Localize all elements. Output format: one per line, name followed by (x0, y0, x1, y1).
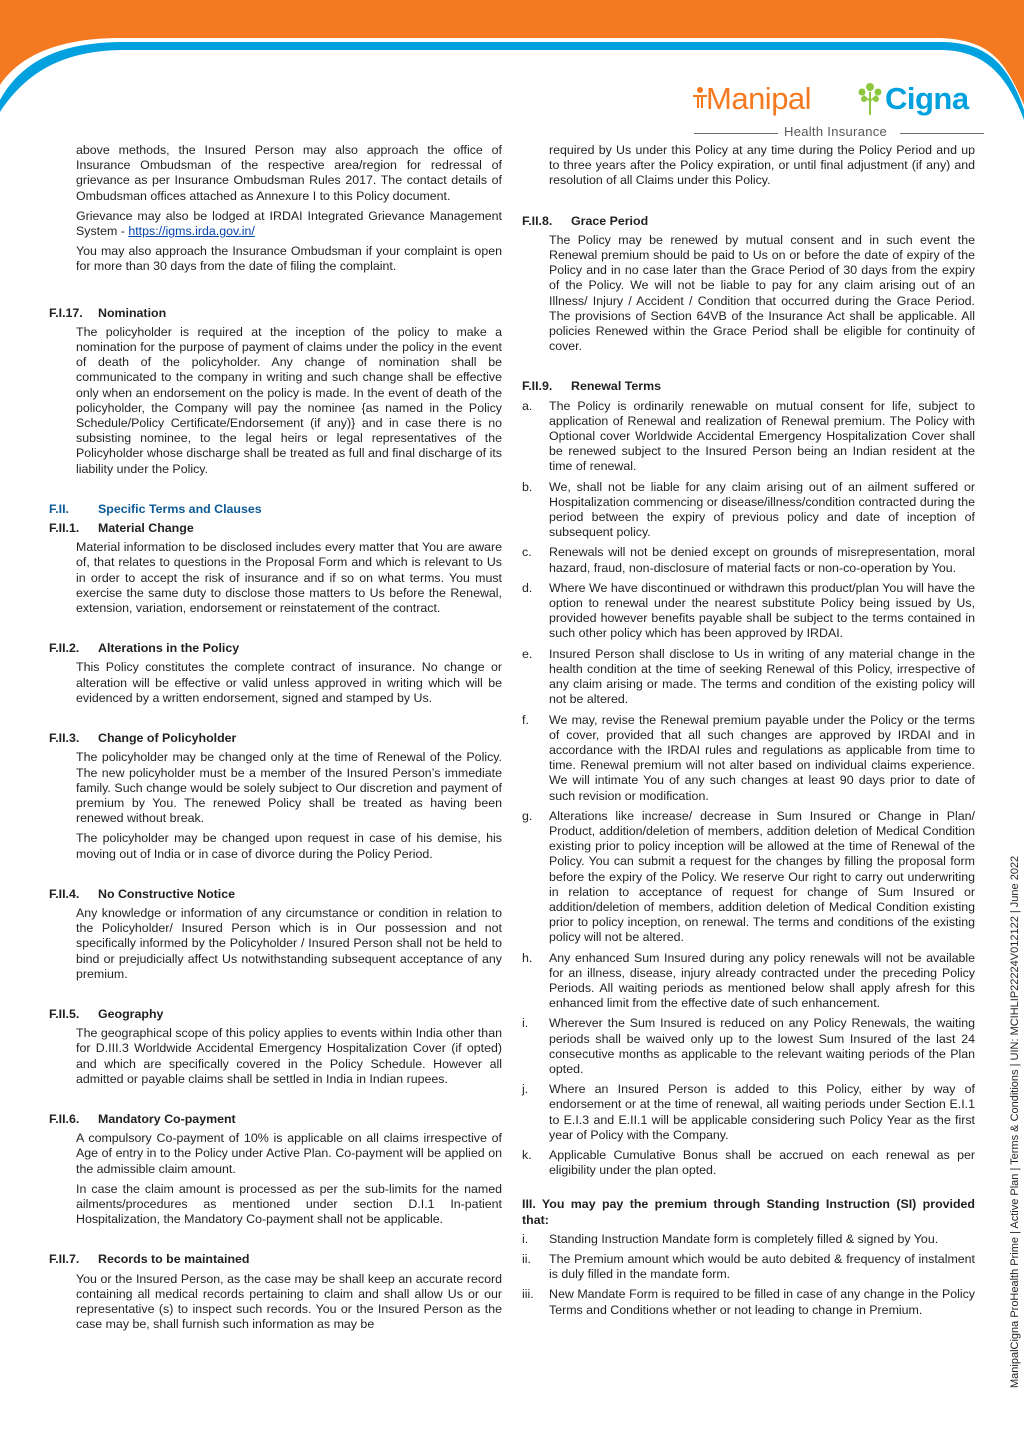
section-title: Records to be maintained (98, 1252, 250, 1267)
list-text: Renewals will not be denied except on grounds of misrepresentation, moral hazard, fraud, non-disclosure of material facts or non-co-operation by You. (549, 545, 975, 575)
list-marker: ii. (522, 1252, 531, 1266)
list-text: The Policy is ordinarily renewable on mutual consent for life, subject to application of Renewal and realization of Renewal premium. The Policy with Optional cover Worldwide Accidental Emergency Hospitalization Cover shall be renewed subject to the Insured Person being an Indian resident at the time of renewal. (549, 398, 975, 474)
section-records (49, 1252, 502, 1332)
section-heading (49, 1112, 502, 1127)
paragraph: In case the claim amount is processed as per the sub-limits for the named ailments/procedures as mentioned under section D.I.1 In-patient Hospitalization, the Mandatory Co-payment shall not be applicable. (76, 1181, 502, 1227)
list-text: Where an Insured Person is added to this Policy, either by way of endorsement or at the time of renewal, all waiting periods under Section E.I.1 to E.I.3 and E.II.1 will be applicable considering such Policy Year as the first year of Policy with the Company. (549, 1082, 975, 1142)
list-text: We may, revise the Renewal premium payable under the Policy or the terms of cover, provided that all such changes are approved by IRDAI and in accordance with the IRDAI rules and regulations as applicable from time to time. Renewal premium will not alter based on individual claims experience. We will intimate You of any such changes at least 90 days prior to date of such revision or modification. (549, 712, 975, 803)
paragraph: You or the Insured Person, as the case may be shall keep an accurate record containing all medical records pertaining to claim and shall allow Us or our representative (s) to inspect such records. You or the Insured Person as the case may be, shall furnish such information as may be (76, 1271, 502, 1332)
section-heading (49, 731, 502, 746)
paragraph: This Policy constitutes the complete contract of insurance. No change or alteration will be effective or valid unless approved in writing which will be evidenced by a written endorsement, signed and stamped by Us. (76, 660, 502, 705)
section-standing-instruction (522, 1197, 975, 1317)
tagline-rule-left (694, 133, 778, 134)
list-marker: d. (522, 580, 533, 595)
igms-link[interactable]: https://igms.irda.gov.in/ (128, 224, 255, 239)
section-heading (49, 1007, 502, 1022)
paragraph: The policyholder may be changed only at the time of Renewal of the Policy. The new policyholder must be a member of the Insured Person’s immediate family. Such change would be solely subject to Our discretion and payment of premium by You. The renewed Policy shall be treated as having been renewed without break. (76, 750, 502, 826)
list-item (522, 480, 975, 541)
brand-manipal: Manipal (706, 81, 812, 116)
document-identifier-sidebar: ManipalCigna ProHealth Prime | Active Plan | Terms & Conditions | UIN: MCIHLIP22224V012122 | June 2022 (1009, 855, 1021, 1388)
list-text: Applicable Cumulative Bonus shall be accrued on each renewal as per eligibility under the plan opted. (549, 1147, 975, 1178)
list-item (522, 713, 975, 804)
section-mandatory-copayment (49, 1112, 502, 1227)
section-number: F.II.2. (49, 641, 80, 656)
paragraph: Material information to be disclosed includes every matter that You are aware of, that relates to questions in the Proposal Form and which is relevant to Us in order to accept the risk of insurance and if so on what terms. You must exercise the same duty to disclose those matters to Us before the Renewal, extension, variation, endorsement or reinstatement of the contract. (76, 540, 502, 616)
list-item (522, 809, 975, 946)
paragraph: Any knowledge or information of any circumstance or condition in relation to the Policyholder/ Insured Person which is in Our possession and not specifically informed by the Policyholder / Insured Person shall not be held to bind or prejudicially affect Us notwithstanding subsequent acceptance of any premium. (76, 905, 502, 981)
section-geography (49, 1007, 502, 1087)
paragraph: A compulsory Co-payment of 10% is applicable on all claims irrespective of Age of entry in to the Policy under Active Plan. Co-payment will be applied on the admissible claim amount. (76, 1131, 502, 1176)
section-heading (522, 214, 975, 229)
section-number: F.II.5. (49, 1006, 80, 1021)
list-item (522, 647, 975, 708)
list-item (522, 1252, 975, 1282)
paragraph (76, 209, 502, 239)
section-heading (522, 379, 975, 394)
section-title: No Constructive Notice (98, 886, 236, 901)
igms-text: Grievance may also be lodged at IRDAI Integrated Grievance Management System - (76, 208, 502, 239)
paragraph: The geographical scope of this policy applies to events within India other than for D.III.3 Worldwide Accidental Emergency Hospitalization Cover (if opted) and which are specifically covered in the Policy Schedule. However all admitted or payable claims shall be settled in India in Indian rupees. (76, 1026, 502, 1086)
section-title: Material Change (98, 521, 194, 536)
section-title: Alterations in the Policy (98, 641, 240, 656)
list-marker: g. (522, 808, 533, 823)
section-number: F.II.3. (49, 731, 80, 746)
list-text: Standing Instruction Mandate form is completely filled & signed by You. (549, 1231, 939, 1246)
paragraph: You may also approach the Insurance Ombudsman if your complaint is open for more than 30 days from the date of filing the complaint. (76, 244, 502, 274)
section-number: F.II.9. (522, 379, 553, 394)
list-item (522, 1232, 975, 1247)
section-no-constructive-notice (49, 887, 502, 982)
list-marker: c. (522, 545, 532, 560)
list-text: The Premium amount which would be auto debited & frequency of instalment is duly filled in the mandate form. (549, 1252, 975, 1282)
paragraph: above methods, the Insured Person may also approach the office of Insurance Ombudsman of the respective area/region for redressal of grievance as per Insurance Ombudsman Rules 2017. The contact details of Ombudsman offices attached as Annexure I to this Policy document. (76, 143, 502, 203)
list-item (522, 581, 975, 642)
list-text: Any enhanced Sum Insured during any policy renewals will not be available for an illness, disease, injury already contracted under the preceding Policy Periods. All waiting periods as mentioned below shall apply afresh for this enhanced limit from the effective date of such enhancement. (549, 950, 975, 1011)
section-number: F.II.8. (522, 213, 553, 228)
list-marker: a. (522, 398, 533, 413)
list-marker: k. (522, 1147, 532, 1162)
list-item (522, 951, 975, 1012)
section-material-change (49, 521, 502, 616)
section-heading-specific-terms (49, 502, 502, 517)
section-title: Renewal Terms (571, 379, 661, 394)
section-heading: III. You may pay the premium through Standing Instruction (SI) provided that: (522, 1197, 975, 1227)
list-marker: i. (522, 1231, 529, 1246)
section-alterations (49, 641, 502, 706)
section-title: Change of Policyholder (98, 731, 237, 746)
list-marker: j. (522, 1082, 529, 1097)
section-heading (49, 521, 502, 536)
section-title: Nomination (98, 305, 167, 320)
list-text: Wherever the Sum Insured is reduced on any Policy Renewals, the waiting periods shall be waived only up to the lowest Sum Insured of the last 24 consecutive months as applicable to the relevant waiting periods of the Plan opted. (549, 1016, 975, 1076)
list-text: Where We have discontinued or withdrawn this product/plan You will have the option to renewal under the nearest substitute Policy being issued by Us, provided however benefits payable shall be subject to the terms contained in such other policy which has been approved by IRDAI. (549, 580, 975, 641)
manipal-cigna-logo (692, 80, 984, 142)
section-number: F.II.7. (49, 1252, 80, 1267)
section-number: F.II. (49, 501, 69, 516)
ombudsman-continuation (76, 143, 502, 275)
list-marker: h. (522, 950, 533, 965)
tree-icon (857, 82, 883, 116)
section-nomination (49, 306, 502, 477)
list-text: Insured Person shall disclose to Us in writing of any material change in the health condition at the time of seeking Renewal of this Policy, irrespective of any claim arising or made. The terms and condition of the existing policy will not be altered. (549, 646, 975, 707)
section-number: F.II.6. (49, 1111, 80, 1126)
section-change-of-policyholder (49, 731, 502, 862)
list-item (522, 1148, 975, 1178)
list-marker: b. (522, 479, 533, 494)
section-number: F.I.17. (49, 305, 83, 320)
list-marker: iii. (522, 1287, 534, 1302)
brand-tagline: Health Insurance (784, 124, 888, 139)
section-renewal-terms (522, 379, 975, 1178)
left-column (49, 143, 502, 1337)
list-item (522, 1287, 975, 1317)
paragraph: The Policy may be renewed by mutual consent and in such event the Renewal premium should be paid to Us on or before the date of expiry of the Policy and in no case later than the Grace Period of 30 days from the expiry of the Policy. We will not be liable to pay for any claim arising out of an Illness/ Injury / Accident / Condition that occurred during the Grace Period. The provisions of Section 64VB of the Insurance Act shall be applicable. All policies Renewed within the Grace Period shall be eligible for continuity of cover. (549, 232, 975, 354)
brand-cigna: Cigna (885, 81, 969, 116)
section-grace-period (522, 214, 975, 355)
section-heading (49, 306, 502, 321)
list-marker: i. (522, 1016, 529, 1031)
right-column (522, 143, 975, 1323)
tagline-rule-right (900, 133, 984, 134)
section-heading (49, 1252, 502, 1267)
section-title: Geography (98, 1006, 164, 1021)
paragraph: The policyholder is required at the inception of the policy to make a nomination for the purpose of payment of claims under the policy in the event of death of the policyholder. Any change of nomination shall be communicated to the company in writing and such change shall be effective only when an endorsement on the policy is made. In the event of death of the policyholder, the Company will pay the nominee {as named in the Policy Schedule/Policy Certificate/Endorsement (if any)} and in case there is no subsisting nominee, to the legal heirs or legal representatives of the Policyholder whose discharge shall be treated as full and final discharge of its liability under the Policy. (76, 324, 502, 476)
section-number: F.II.4. (49, 886, 80, 901)
section-number: F.II.1. (49, 521, 80, 536)
section-title: Grace Period (571, 213, 649, 228)
list-marker: f. (522, 712, 529, 727)
list-item (522, 1016, 975, 1077)
section-heading (49, 641, 502, 656)
list-marker: e. (522, 646, 533, 661)
section-heading (49, 887, 502, 902)
list-item (522, 545, 975, 575)
list-item (522, 1082, 975, 1143)
list-text: We, shall not be liable for any claim arising out of an ailment suffered or Hospitalization commencing or disease/illness/condition contracted during the period between the expiry of previous policy and date of inception of subsequent policy. (549, 479, 975, 540)
list-text: Alterations like increase/ decrease in Sum Insured or Change in Plan/ Product, addition/deletion of members, addition deletion of Medical Condition existing prior to policy inception will be allowed at the time of Renewal of the Policy. You can submit a request for the changes by filling the proposal form before the expiry of the Policy. We reserve Our right to carry out underwriting in relation to acceptance of request for change of Sum Insured or addition/deletion of members, addition deletion of Medical Condition existing prior to policy inception, on renewal. The terms and conditions of the existing policy will not be altered. (549, 808, 975, 945)
section-title: Mandatory Co-payment (98, 1111, 236, 1126)
paragraph: The policyholder may be changed upon request in case of his demise, his moving out of India or in case of divorce during the Policy Period. (76, 831, 502, 861)
section-title: Specific Terms and Clauses (98, 501, 262, 516)
paragraph: required by Us under this Policy at any time during the Policy Period and up to three years after the Policy expiration, or until final adjustment (if any) and resolution of all Claims under this Policy. (549, 143, 975, 188)
list-text: New Mandate Form is required to be filled in case of any change in the Policy Terms and Conditions whether or not leading to change in Premium. (549, 1287, 975, 1317)
list-item (522, 399, 975, 475)
